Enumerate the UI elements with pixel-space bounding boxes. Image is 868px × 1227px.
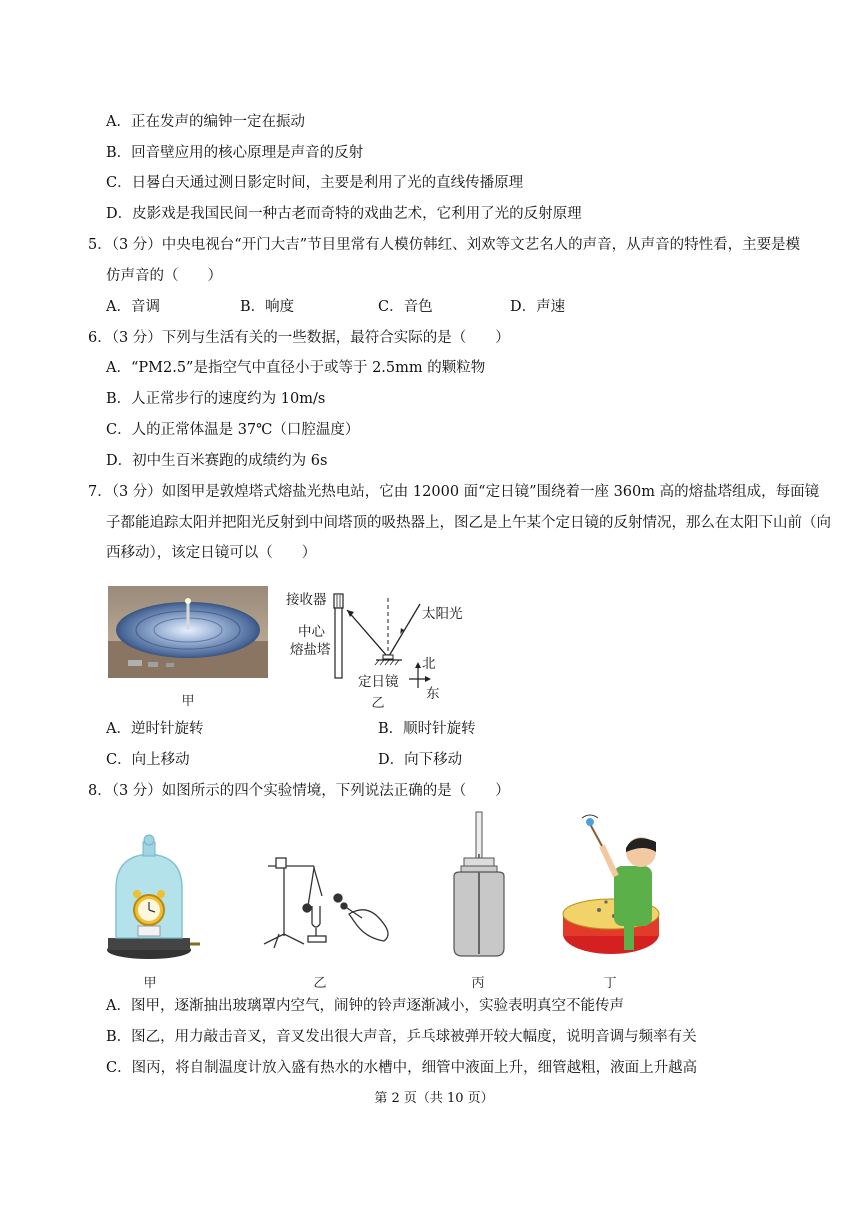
- q6-stem: 6．（3 分）下列与生活有关的一些数据，最符合实际的是（ ）: [88, 330, 510, 346]
- q7-stem-line3: 西移动），该定日镜可以（ ）: [106, 545, 317, 561]
- q6-option-c: C．人的正常体温是 37℃（口腔温度）: [106, 422, 360, 438]
- q7-option-d: D．向下移动: [378, 752, 463, 768]
- bell-jar-figure: [107, 835, 200, 959]
- q5-stem-line2: 仿声音的（ ）: [106, 268, 222, 284]
- q8-caption-yi: 乙: [313, 976, 327, 991]
- q8-caption-jia: 甲: [143, 976, 157, 991]
- q8-caption-ding: 丁: [603, 976, 617, 991]
- q5-option-d: D．声速: [510, 299, 566, 315]
- q4-option-d: D．皮影戏是我国民间一种古老而奇特的戏曲艺术，它利用了光的反射原理: [106, 206, 582, 222]
- q8-caption-bing: 丙: [471, 976, 485, 991]
- q5-stem-line1: 5．（3 分）中央电视台“开门大吉”节目里常有人模仿韩红、刘欢等文艺名人的声音，从声音的特性看，主要是模: [88, 237, 801, 253]
- page-footer: 第 2 页（共 10 页）: [374, 1091, 494, 1106]
- q7-option-b: B．顺时针旋转: [378, 721, 476, 737]
- mirror-label: 定日镜: [358, 674, 399, 690]
- q6-option-d: D．初中生百米赛跑的成绩约为 6s: [106, 453, 328, 469]
- solar-plant-photo: [108, 586, 268, 678]
- q4-option-c: C．日晷白天通过测日影定时间，主要是利用了光的直线传播原理: [106, 175, 524, 191]
- q8-stem: 8．（3 分）如图所示的四个实验情境，下列说法正确的是（ ）: [88, 783, 510, 799]
- q5-option-a: A．音调: [106, 299, 160, 315]
- q4-option-b: B．回音壁应用的核心原理是声音的反射: [106, 145, 364, 161]
- tuning-fork-figure: [264, 858, 388, 948]
- q7-option-c: C．向上移动: [106, 752, 190, 768]
- q6-option-a: A．“PM2.5”是指空气中直径小于或等于 2.5mm 的颗粒物: [106, 360, 486, 376]
- q7-stem-line1: 7．（3 分）如图甲是敦煌塔式熔盐光热电站，它由 12000 面“定日镜”围绕着一座 360m 高的熔盐塔组成，每面镜: [88, 484, 820, 500]
- tower-label-line1: 中心: [298, 624, 325, 640]
- figure-jia-caption: 甲: [181, 694, 195, 709]
- q8-option-c: C．图丙，将自制温度计放入盛有热水的水槽中，细管中液面上升，细管越粗，液面上升越高: [106, 1060, 698, 1076]
- q8-figure-panel: [104, 806, 670, 990]
- east-label: 东: [426, 686, 440, 702]
- figure-yi-caption: 乙: [371, 696, 385, 711]
- q4-option-a: A．正在发声的编钟一定在振动: [106, 114, 305, 130]
- q8-option-a: A．图甲，逐渐抽出玻璃罩内空气，闹钟的铃声逐渐减小，实验表明真空不能传声: [106, 998, 624, 1014]
- drum-child-figure: [563, 815, 659, 954]
- bottle-thermometer-figure: [454, 812, 504, 956]
- receiver-label: 接收器: [286, 592, 327, 608]
- q5-option-b: B．响度: [240, 299, 295, 315]
- q7-option-a: A．逆时针旋转: [106, 721, 204, 737]
- q6-option-b: B．人正常步行的速度约为 10m/s: [106, 391, 326, 407]
- q7-stem-line2: 子都能追踪太阳并把阳光反射到中间塔顶的吸热器上，图乙是上午某个定日镜的反射情况，那么在太阳下山前（向: [106, 515, 831, 531]
- tower-label-line2: 熔盐塔: [290, 642, 331, 658]
- sunlight-label: 太阳光: [422, 606, 463, 622]
- q5-option-c: C．音色: [378, 299, 433, 315]
- north-label: 北: [422, 656, 436, 672]
- q8-option-b: B．图乙，用力敲击音叉，音叉发出很大声音，乒乓球被弹开较大幅度，说明音调与频率有关: [106, 1029, 697, 1045]
